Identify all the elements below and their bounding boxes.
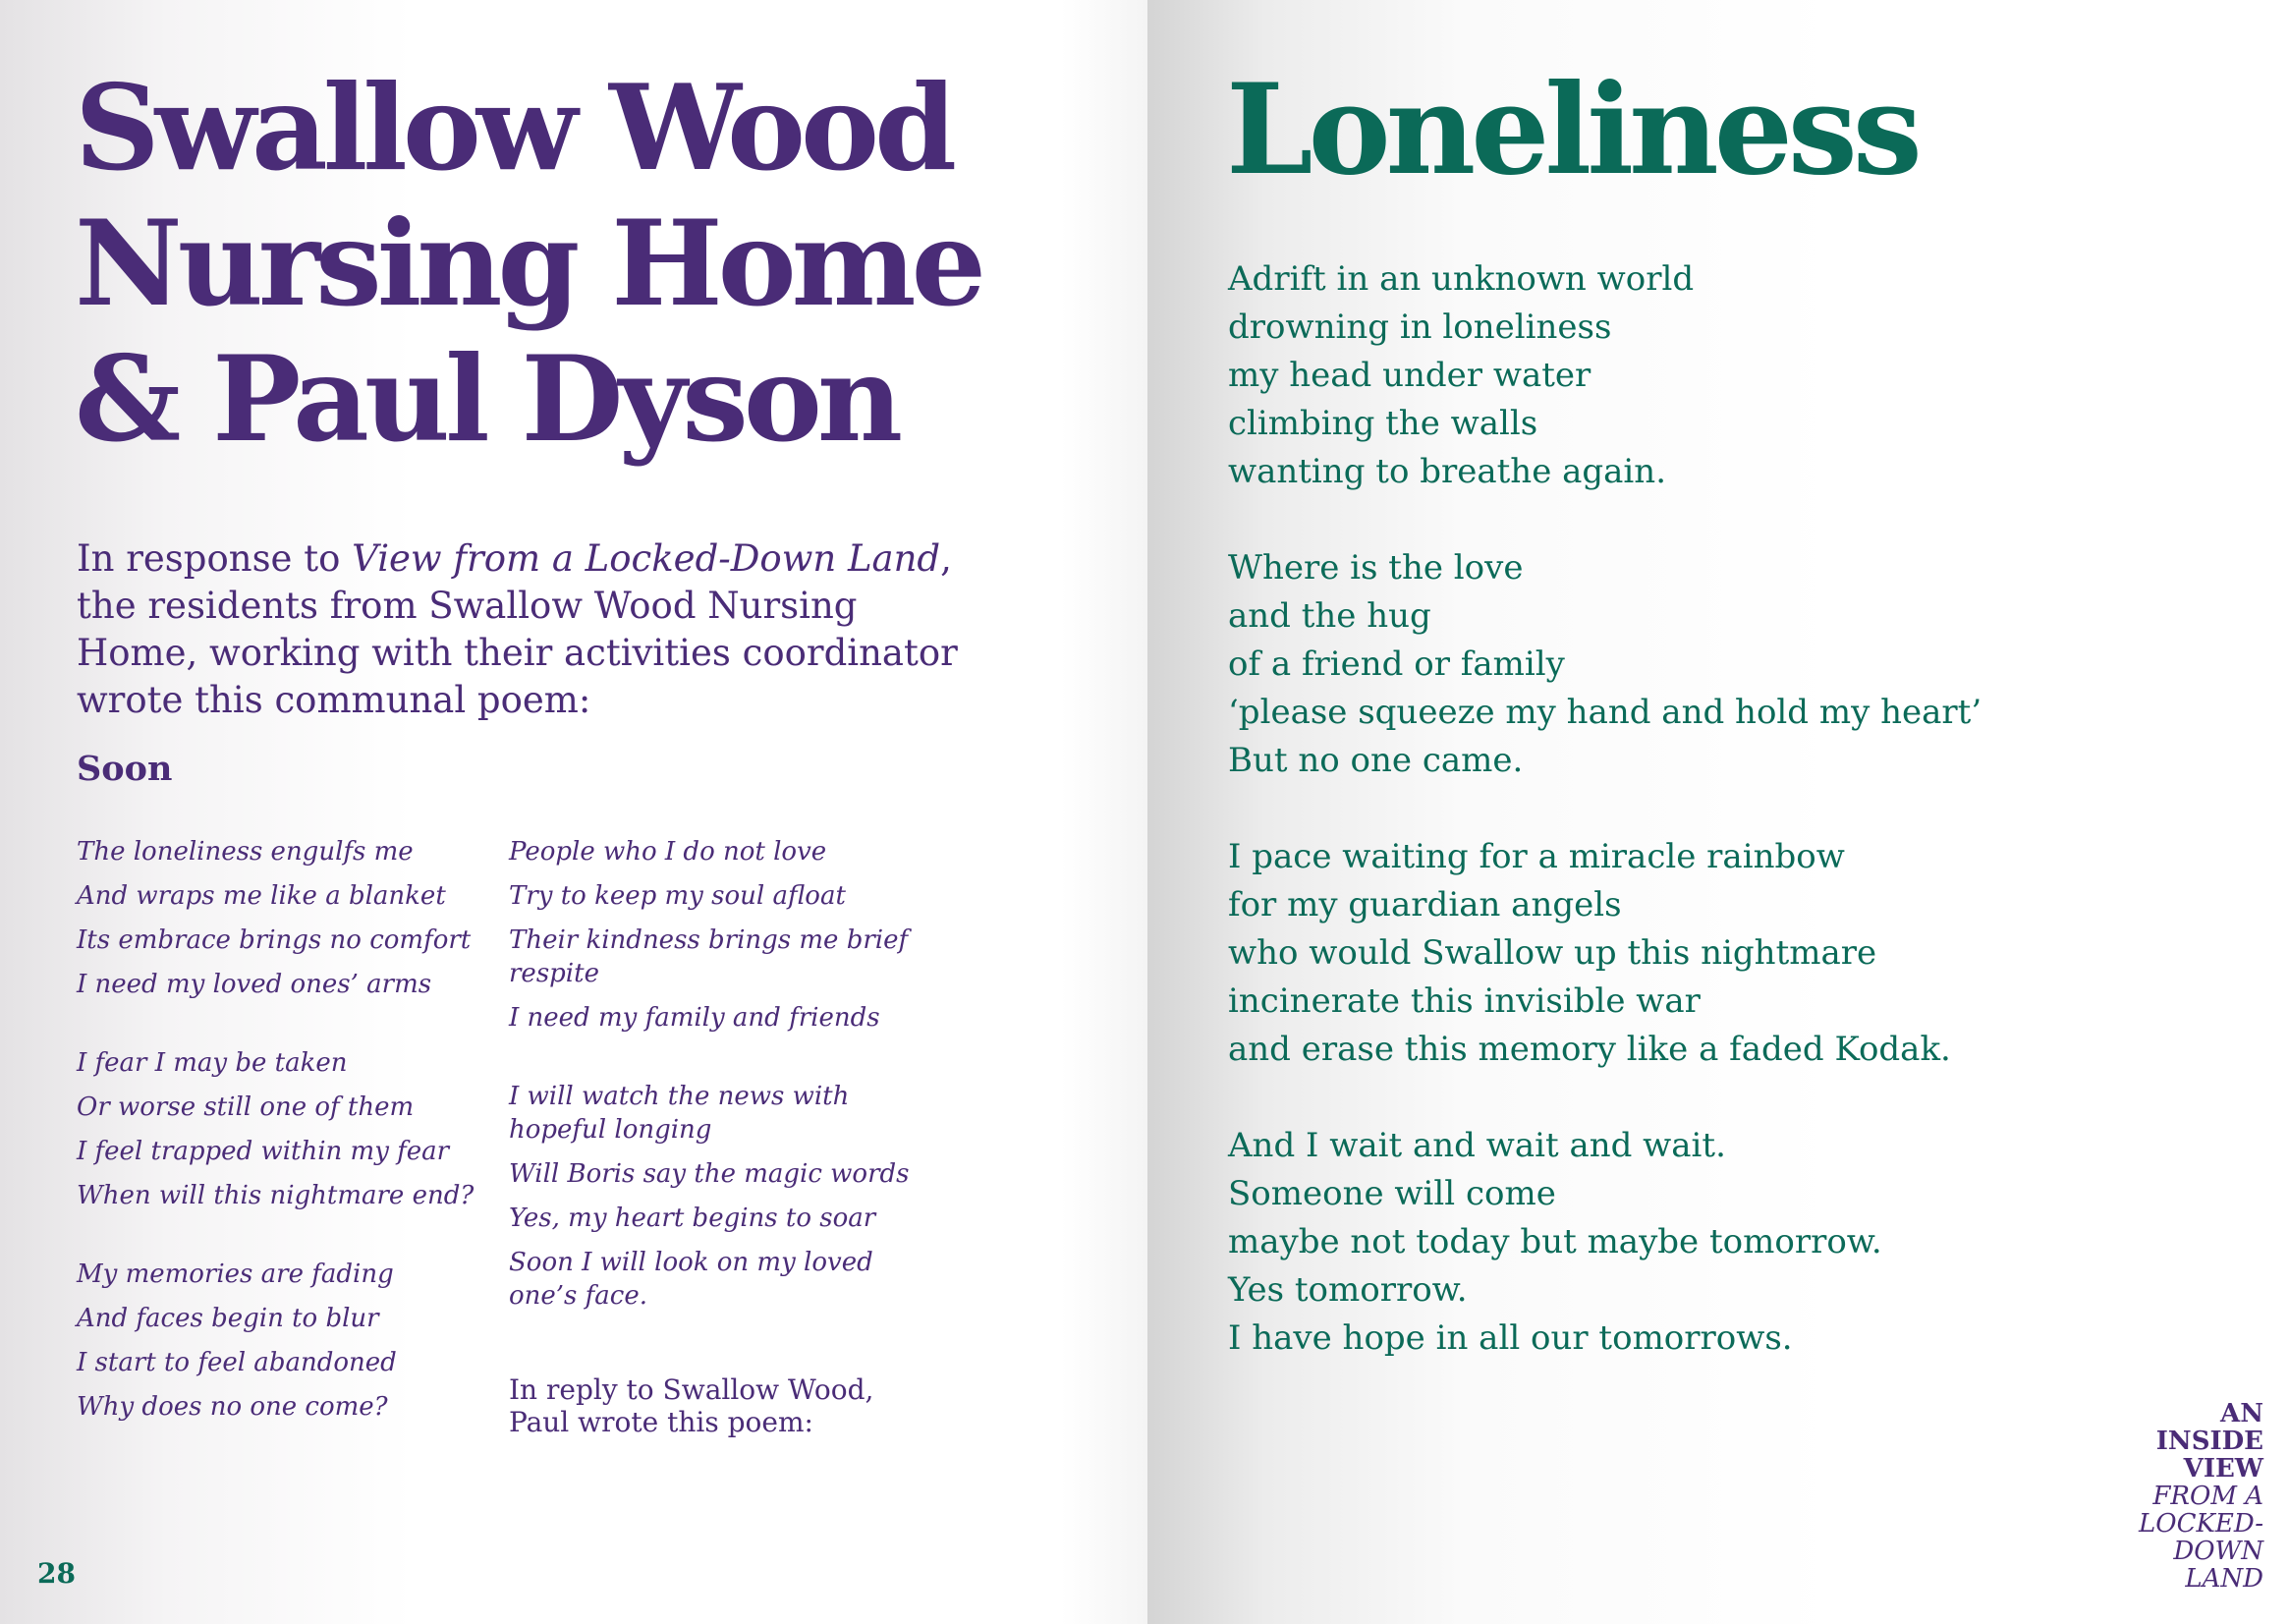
poem-line: I need my loved ones’ arms [77, 970, 432, 999]
right-page-title: Loneliness [1226, 57, 1918, 202]
poem-line: My memories are fading [77, 1260, 394, 1289]
poem-line: I start to feel abandoned [77, 1348, 397, 1377]
poem-line: When will this nightmare end? [77, 1181, 475, 1210]
poem-line: And wraps me like a blanket [77, 881, 446, 911]
page-number: 28 [37, 1557, 76, 1590]
poem-stanza [77, 835, 489, 1001]
poem-line: I fear I may be taken [77, 1048, 348, 1078]
poem-line: wanting to breathe again. [1228, 452, 1667, 491]
poem-line: Its embrace brings no comfort [77, 925, 472, 955]
logo-text: INSIDE [2155, 1427, 2263, 1456]
poem-stanza [77, 1046, 489, 1212]
poem-line: Adrift in an unknown world [1228, 259, 1695, 299]
poem-title: Soon [77, 749, 173, 789]
poem-column-2 [509, 835, 912, 1358]
title-line: Swallow Wood [75, 59, 952, 197]
poem-line: I need my family and friends [509, 1003, 880, 1033]
poem-line: Try to keep my soul afloat [509, 881, 846, 911]
reply-line: In reply to Swallow Wood, [509, 1373, 874, 1406]
poem-stanza [509, 1080, 912, 1313]
poem-line: Someone will come [1228, 1174, 1556, 1213]
poem-line: I feel trapped within my fear [77, 1137, 450, 1166]
title-line: & Paul Dyson [75, 330, 899, 469]
poem-line: maybe not today but maybe tomorrow. [1228, 1222, 1882, 1261]
left-page-title [75, 61, 981, 468]
poem-line: People who I do not love [509, 837, 827, 867]
logo-text: DOWN [2173, 1537, 2263, 1566]
logo-text: VIEW [2183, 1454, 2263, 1484]
poem-line: The loneliness engulfs me [77, 837, 414, 867]
logo-text: LAND [2185, 1564, 2263, 1594]
poem-line: Yes, my heart begins to soar [509, 1204, 876, 1233]
poem-column-1 [77, 835, 489, 1469]
logo-text: LOCKED- [2139, 1509, 2263, 1539]
reply-line: Paul wrote this poem: [509, 1406, 813, 1438]
poem-line: But no one came. [1228, 741, 1524, 780]
poem-line: Where is the love [1228, 548, 1524, 588]
poem-line: Why does no one come? [77, 1392, 388, 1422]
series-logo [2096, 1400, 2263, 1593]
intro-book-title: View from a Locked-Down Land [352, 537, 941, 580]
poem-stanza [1228, 833, 2210, 1074]
poem-line: I pace waiting for a miracle rainbow [1228, 837, 1845, 876]
reply-note [509, 1373, 921, 1438]
intro-text: In response to [77, 537, 353, 580]
logo-text: FROM A [2152, 1482, 2263, 1511]
intro-text: , the residents from Swallow Wood Nursing Home, working with their activities coordinator wrote this communal poem: [77, 537, 958, 721]
poem-line: Yes tomorrow. [1228, 1270, 1468, 1310]
title-line: Nursing Home [75, 195, 981, 333]
intro-paragraph [77, 535, 961, 724]
poem-stanza [77, 1258, 489, 1424]
poem-line: and the hug [1228, 596, 1431, 636]
poem-line: ‘please squeeze my hand and hold my heart’ [1228, 693, 1982, 732]
poem-line: for my guardian angels [1228, 885, 1622, 924]
poem-stanza [1228, 255, 2210, 496]
poem-line: Will Boris say the magic words [509, 1159, 910, 1189]
poem-line: my head under water [1228, 356, 1591, 395]
poem-line: Soon I will look on my loved one’s face. [509, 1248, 873, 1311]
poem-line: Or worse still one of them [77, 1092, 415, 1122]
poem-stanza [1228, 1122, 2210, 1363]
poem-line: incinerate this invisible war [1228, 981, 1701, 1021]
poem-line: And I wait and wait and wait. [1228, 1126, 1726, 1165]
poem-line: I have hope in all our tomorrows. [1228, 1318, 1793, 1358]
poem-line: of a friend or family [1228, 644, 1565, 684]
poem-line: drowning in loneliness [1228, 308, 1612, 347]
poem-line: climbing the walls [1228, 404, 1538, 443]
poem-line: Their kindness brings me brief respite [509, 925, 909, 988]
poem-line: I will watch the news with hopeful longing [509, 1082, 850, 1145]
poem-line: who would Swallow up this nightmare [1228, 933, 1877, 973]
poem-line: And faces begin to blur [77, 1304, 379, 1333]
poem-line: and erase this memory like a faded Kodak. [1228, 1030, 1951, 1069]
logo-text: AN [2220, 1399, 2263, 1428]
poem-stanza [509, 835, 912, 1035]
loneliness-poem [1228, 255, 2210, 1411]
poem-stanza [1228, 544, 2210, 785]
